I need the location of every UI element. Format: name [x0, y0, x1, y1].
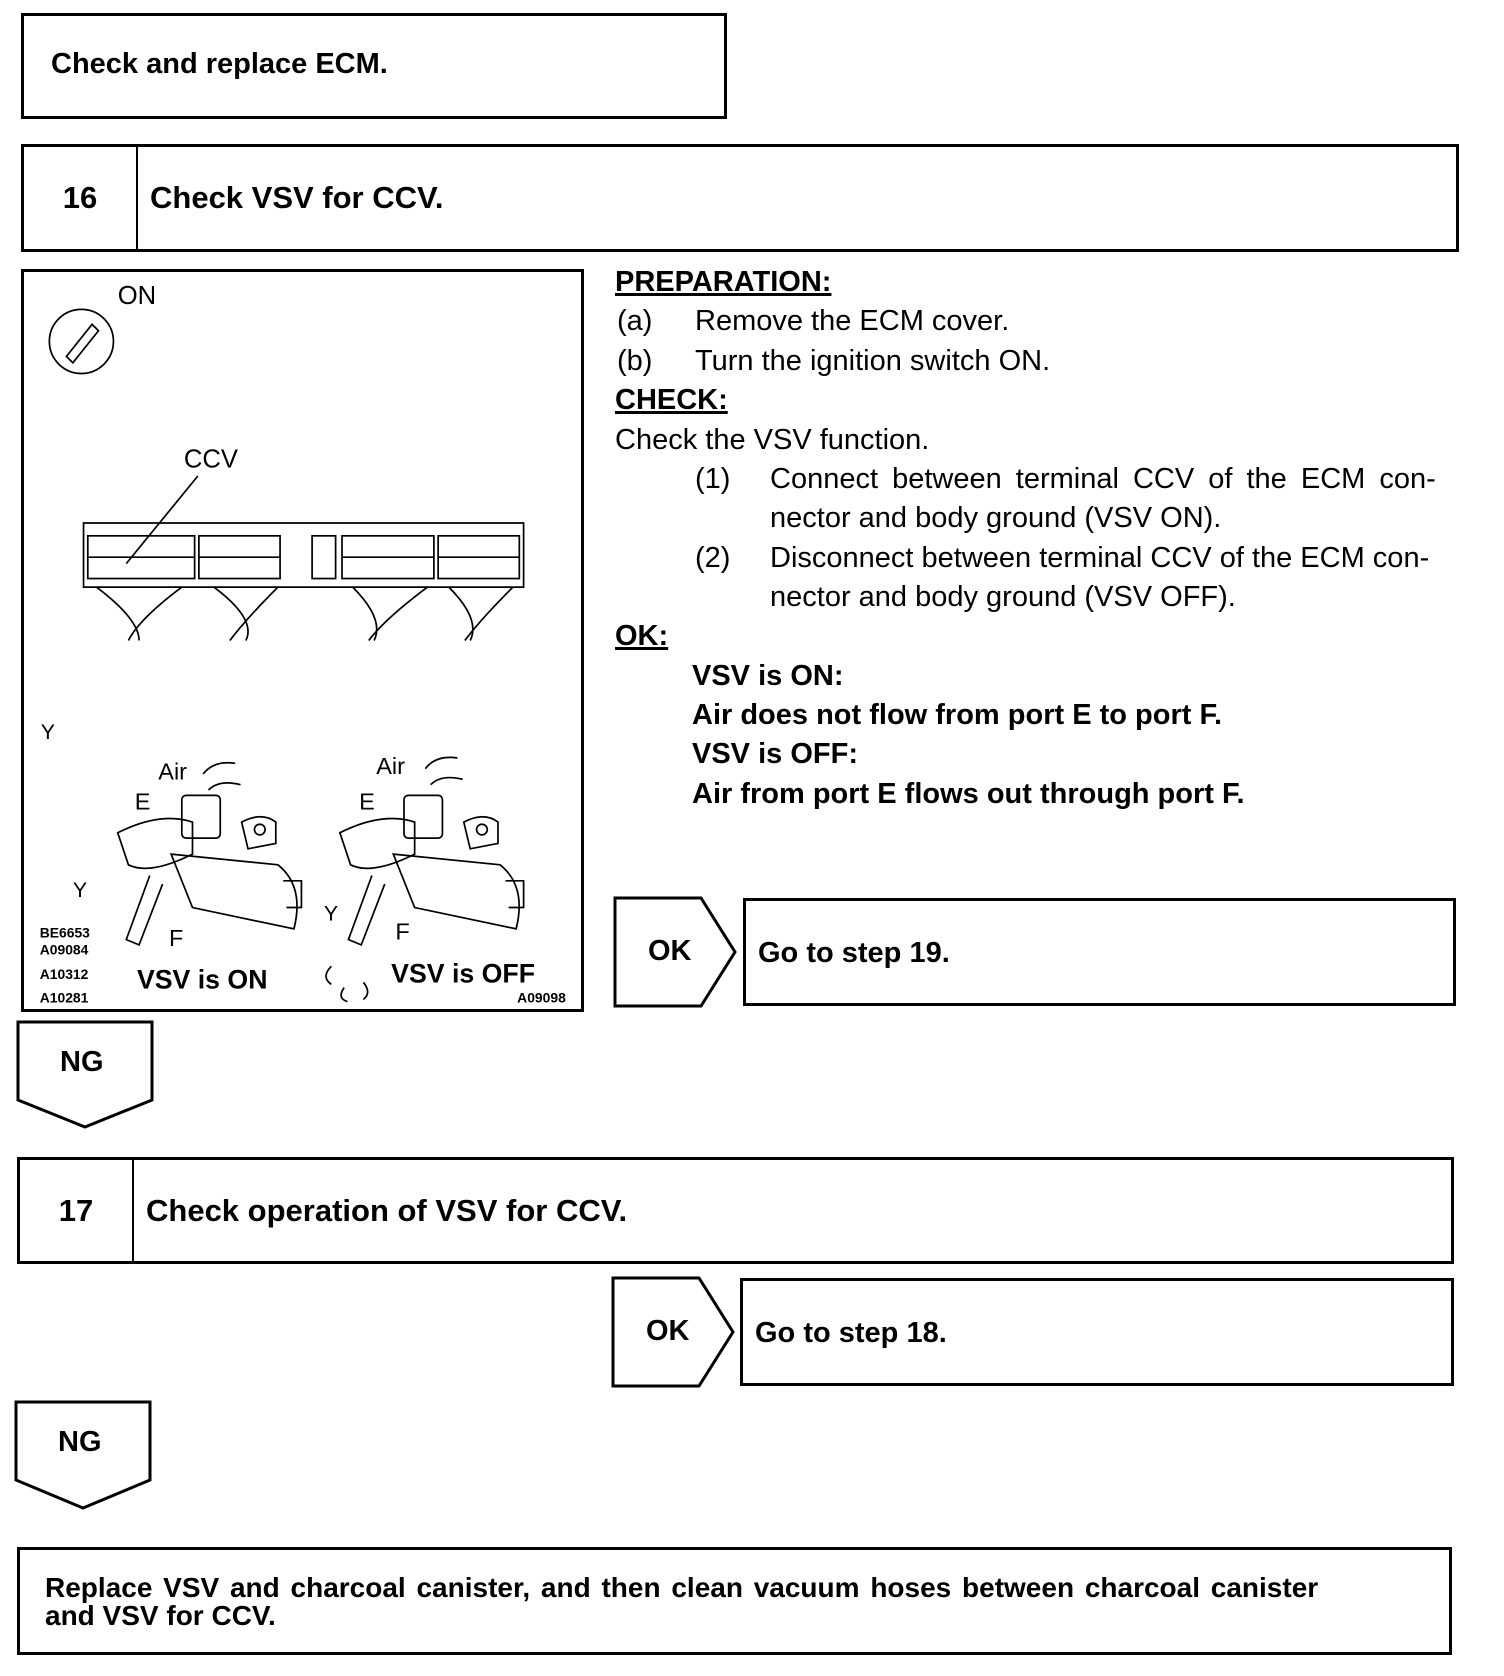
port-f-label: F [395, 918, 410, 945]
ok-criteria: Air does not flow from port E to port F. [692, 699, 1223, 731]
check-step-text: nector and body ground (VSV ON). [770, 502, 1222, 534]
ok-label: OK [646, 1315, 690, 1347]
check-step-label: (1) [695, 463, 731, 495]
port-e-label: E [134, 788, 151, 815]
step-title: Check operation of VSV for CCV. [146, 1192, 628, 1228]
ok-label: OK [648, 935, 692, 967]
ignition-switch-icon [49, 309, 113, 373]
step-number: 16 [24, 147, 138, 249]
preparation-heading: PREPARATION: [615, 266, 832, 298]
ok-criteria: Air from port E flows out through port F. [692, 778, 1245, 810]
check-step-text: Connect between terminal CCV of the ECM con- [770, 463, 1436, 495]
check-intro: Check the VSV function. [615, 424, 930, 456]
go-to-step-19-box[interactable] [743, 898, 1456, 1006]
ecm-connector-icon [84, 523, 524, 640]
ok-criteria: VSV is ON: [692, 660, 844, 692]
port-f-label: F [168, 924, 184, 951]
action-box-check-replace-ecm [21, 13, 727, 119]
figure-code: A09084 [39, 941, 89, 958]
ok-criteria: VSV is OFF: [692, 738, 858, 770]
figure-code: A09098 [517, 989, 566, 1006]
y-label: Y [323, 901, 339, 926]
on-label: ON [117, 282, 157, 311]
air-label: Air [158, 758, 188, 785]
figure-code: A10281 [39, 989, 89, 1006]
check-heading: CHECK: [615, 384, 728, 416]
ng-label: NG [58, 1426, 102, 1458]
prep-label: (b) [617, 345, 653, 377]
vsv-on-caption: VSV is ON [136, 964, 268, 995]
go-to-step-18-box[interactable] [740, 1278, 1454, 1386]
prep-text: Turn the ignition switch ON. [695, 345, 1051, 377]
final-action-box [17, 1547, 1452, 1655]
figure-code: A10312 [39, 966, 89, 983]
y-label: Y [72, 877, 88, 902]
ng-label: NG [60, 1046, 104, 1078]
ok-action: Go to step 18. [755, 1317, 947, 1349]
prep-label: (a) [617, 305, 653, 337]
prep-text: Remove the ECM cover. [695, 305, 1010, 337]
final-action-text: Replace VSV and charcoal canister, and then clean vacuum hoses between charcoal canister [45, 1572, 1319, 1603]
figure-code: BE6653 [39, 924, 90, 941]
vsv-off-caption: VSV is OFF [391, 958, 536, 989]
final-action-text: and VSV for CCV. [45, 1600, 276, 1631]
air-label: Air [376, 753, 405, 780]
ccv-label: CCV [183, 445, 239, 474]
vsv-diagram [21, 269, 584, 1012]
port-e-label: E [359, 788, 375, 815]
ok-action: Go to step 19. [758, 937, 950, 969]
step-number: 17 [20, 1160, 134, 1261]
step-16-header [21, 144, 1459, 252]
check-step-text: nector and body ground (VSV OFF). [770, 581, 1236, 613]
ok-heading: OK: [615, 620, 669, 652]
step-17-header [17, 1157, 1454, 1264]
action-text: Check and replace ECM. [51, 48, 388, 80]
step-title: Check VSV for CCV. [150, 180, 444, 215]
y-label: Y [40, 719, 56, 744]
check-step-text: Disconnect between terminal CCV of the ECM con- [770, 542, 1430, 574]
check-step-label: (2) [695, 542, 731, 574]
